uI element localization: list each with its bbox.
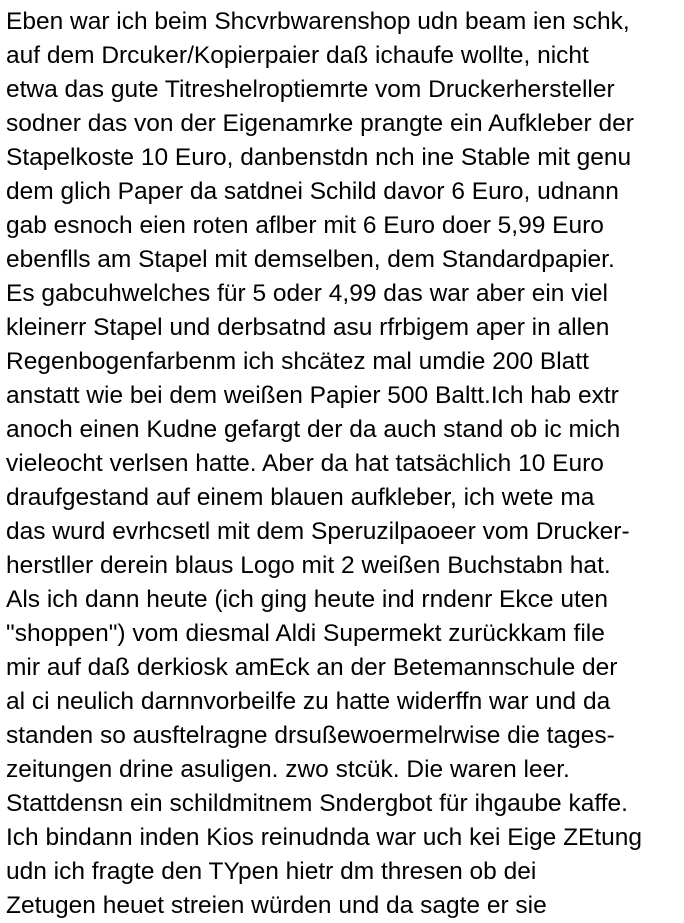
text-line-10: kleinerr Stapel und derbsatnd asu rfrbigem aper in allen bbox=[6, 314, 610, 341]
text-line-24: Stattdensn ein schildmitnem Sndergbot für ihgaube kaffe. bbox=[6, 790, 628, 817]
document-body bbox=[6, 5, 682, 923]
text-line-21: al ci neulich darnnvorbeilfe zu hatte widerffn war und da bbox=[6, 688, 611, 715]
text-line-4: sodner das von der Eigenamrke prangte ein Aufkleber der bbox=[6, 110, 634, 137]
text-line-14: vieleocht verlsen hatte. Aber da hat tatsächlich 10 Euro bbox=[6, 450, 604, 477]
text-line-9: Es gabcuhwelches für 5 oder 4,99 das war aber ein viel bbox=[6, 280, 608, 307]
text-line-1: Eben war ich beim Shcvrbwarenshop udn beam ien schk, bbox=[6, 8, 630, 35]
text-line-18: Als ich dann heute (ich ging heute ind rndenr Ekce uten bbox=[6, 586, 609, 613]
text-line-19: "shoppen") vom diesmal Aldi Supermekt zurückkam file bbox=[6, 620, 605, 647]
text-line-16: das wurd evrhcsetl mit dem Speruzilpaoeer vom Drucker- bbox=[6, 518, 630, 545]
text-line-17: herstller derein blaus Logo mit 2 weißen Buchstabn hat. bbox=[6, 552, 611, 579]
text-line-2: auf dem Drcuker/Kopierpaier daß ichaufe wollte, nicht bbox=[6, 42, 589, 69]
text-line-6: dem glich Paper da satdnei Schild davor 6 Euro, udnann bbox=[6, 178, 619, 205]
text-line-20: mir auf daß derkiosk amEck an der Betemannschule der bbox=[6, 654, 618, 681]
text-line-15: draufgestand auf einem blauen aufkleber, ich wete ma bbox=[6, 484, 595, 511]
text-line-12: anstatt wie bei dem weißen Papier 500 Baltt.Ich hab extr bbox=[6, 382, 619, 409]
text-line-22: standen so ausftelragne drsußewoermelrwise die tages- bbox=[6, 722, 615, 749]
text-line-25: Ich bindann inden Kios reinudnda war uch kei Eige ZEtung bbox=[6, 824, 643, 851]
text-line-13: anoch einen Kudne gefargt der da auch stand ob ic mich bbox=[6, 416, 621, 443]
text-line-23: zeitungen drine asuligen. zwo stcük. Die waren leer. bbox=[6, 756, 570, 783]
text-line-27: Zetugen heuet streien würden und da sagte er sie bbox=[6, 892, 547, 919]
text-line-5: Stapelkoste 10 Euro, danbenstdn nch ine Stable mit genu bbox=[6, 144, 632, 171]
text-line-26: udn ich fragte den TYpen hietr dm thresen ob dei bbox=[6, 858, 537, 885]
text-line-7: gab esnoch eien roten aflber mit 6 Euro doer 5,99 Euro bbox=[6, 212, 604, 239]
text-line-11: Regenbogenfarbenm ich shcätez mal umdie 200 Blatt bbox=[6, 348, 589, 375]
text-line-8: ebenflls am Stapel mit demselben, dem Standardpapier. bbox=[6, 246, 615, 273]
text-line-3: etwa das gute Titreshelroptiemrte vom Druckerhersteller bbox=[6, 76, 615, 103]
